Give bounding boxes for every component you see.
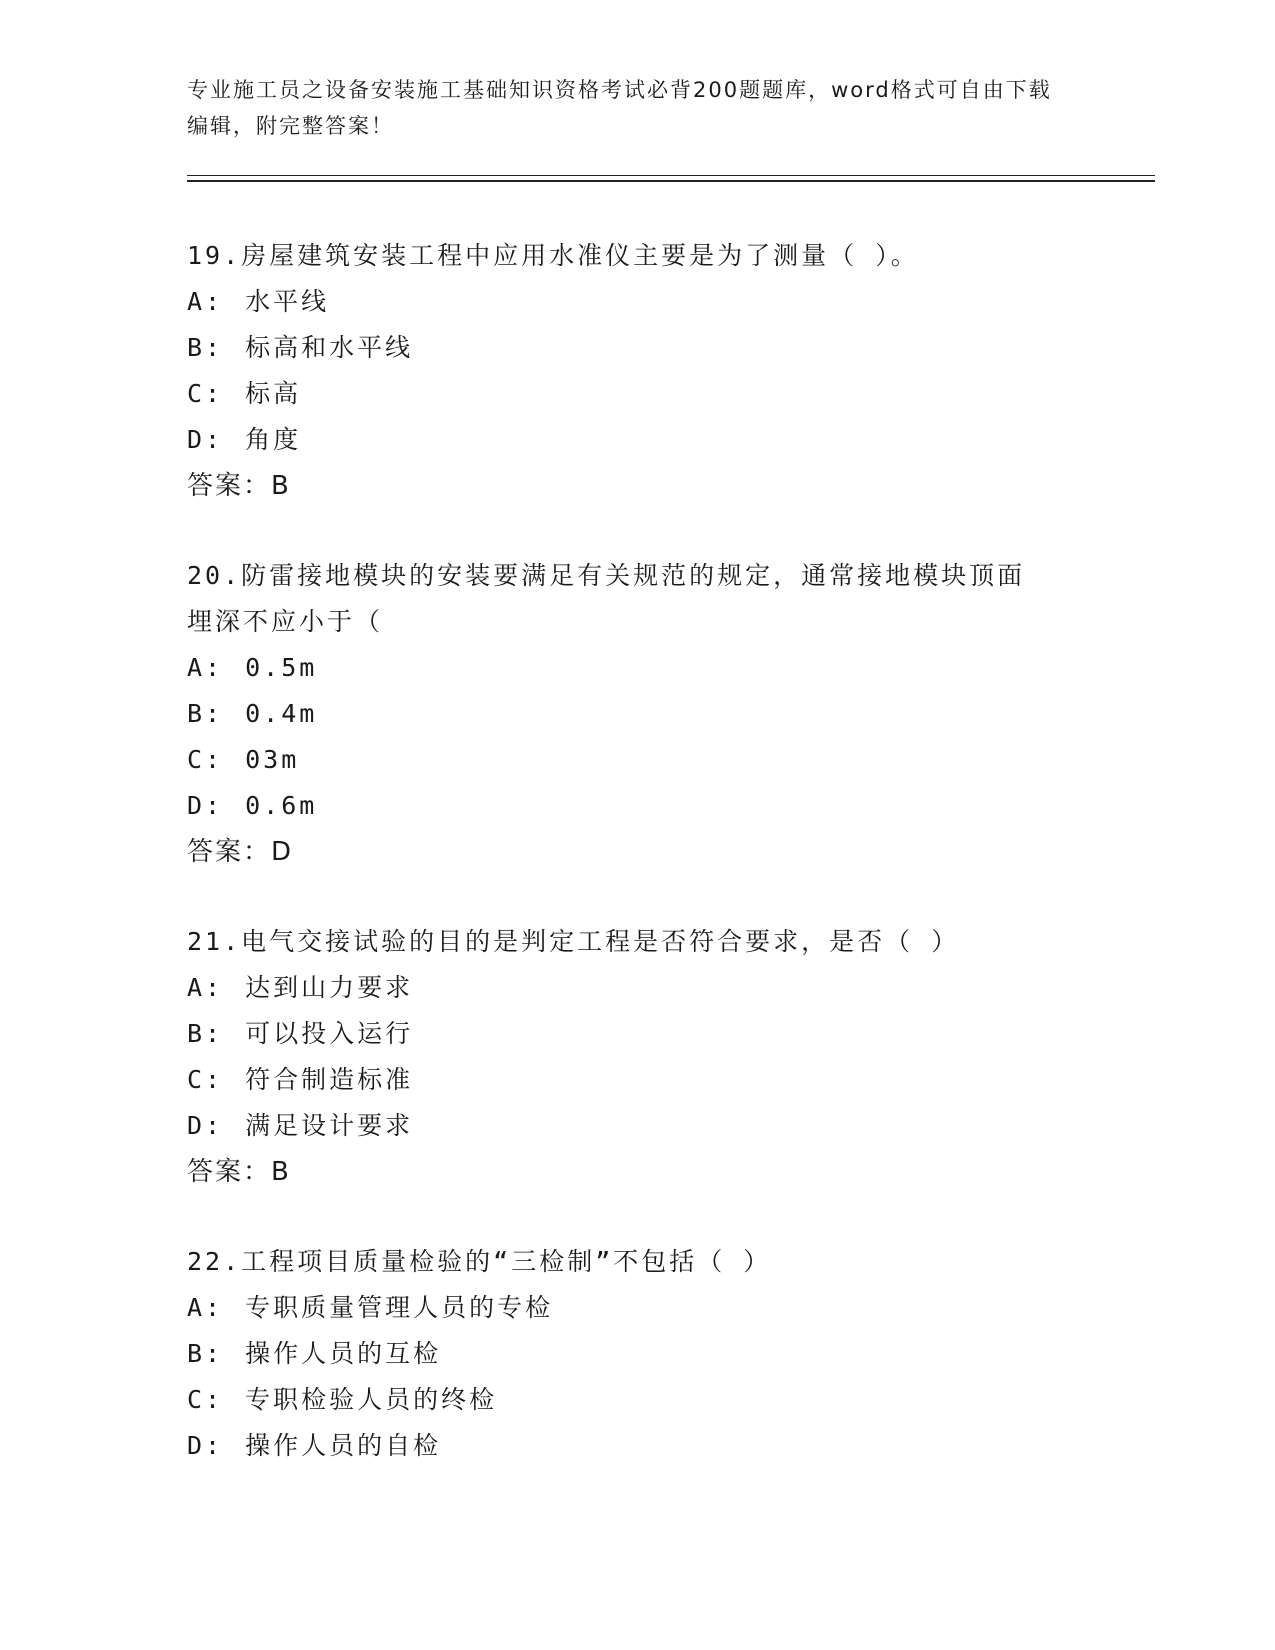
question-22 [187, 1239, 1087, 1469]
option-d [187, 783, 1047, 829]
option-text: 水平线 [245, 287, 330, 316]
option-a [187, 965, 1087, 1011]
option-letter: A: [187, 1293, 224, 1322]
option-c [187, 1377, 1087, 1423]
option-a [187, 1285, 1087, 1331]
option-text: 专职检验人员的终检 [245, 1385, 498, 1414]
answer-line: 答案：D [187, 837, 294, 867]
option-b [187, 1331, 1087, 1377]
option-a [187, 645, 1047, 691]
question-stem: 20.防雷接地模块的安装要满足有关规范的规定，通常接地模块顶面埋深不应小于（ [187, 561, 1026, 636]
question-stem: 19.房屋建筑安装工程中应用水准仪主要是为了测量（ ）。 [187, 241, 919, 270]
header-intro-text: 专业施工员之设备安装施工基础知识资格考试必背200题题库，word格式可自由下载编辑，附完整答案！ [187, 78, 1052, 138]
option-text: 03m [245, 745, 300, 774]
option-text: 操作人员的互检 [245, 1339, 442, 1368]
option-text: 标高 [245, 379, 302, 408]
option-letter: A: [187, 653, 224, 682]
option-c [187, 371, 1087, 417]
option-letter: B: [187, 699, 224, 728]
option-text: 专职质量管理人员的专检 [245, 1293, 554, 1322]
option-letter: C: [187, 1065, 224, 1094]
answer-line: 答案：B [187, 471, 291, 501]
option-letter: D: [187, 1431, 224, 1460]
option-letter: B: [187, 1339, 224, 1368]
option-d [187, 417, 1087, 463]
option-text: 0.6m [245, 791, 318, 820]
option-text: 0.4m [245, 699, 318, 728]
option-letter: A: [187, 287, 224, 316]
option-text: 满足设计要求 [245, 1111, 414, 1140]
option-c [187, 1057, 1087, 1103]
option-text: 角度 [245, 425, 302, 454]
option-letter: B: [187, 333, 224, 362]
option-text: 符合制造标准 [245, 1065, 414, 1094]
option-d [187, 1103, 1087, 1149]
header-divider-bottom [187, 180, 1155, 182]
option-text: 0.5m [245, 653, 318, 682]
option-d [187, 1423, 1087, 1469]
option-letter: C: [187, 379, 224, 408]
option-letter: D: [187, 791, 224, 820]
option-letter: D: [187, 1111, 224, 1140]
option-text: 标高和水平线 [245, 333, 414, 362]
option-a [187, 279, 1087, 325]
answer-line: 答案：B [187, 1157, 291, 1187]
option-letter: C: [187, 1385, 224, 1414]
question-stem: 22.工程项目质量检验的“三检制”不包括（ ） [187, 1247, 772, 1276]
question-20 [187, 553, 1047, 875]
document-header [187, 72, 1067, 144]
option-letter: A: [187, 973, 224, 1002]
option-text: 操作人员的自检 [245, 1431, 442, 1460]
option-letter: C: [187, 745, 224, 774]
question-19 [187, 233, 1087, 509]
question-21 [187, 919, 1087, 1195]
question-stem: 21.电气交接试验的目的是判定工程是否符合要求，是否（ ） [187, 927, 960, 956]
option-letter: B: [187, 1019, 224, 1048]
option-c [187, 737, 1047, 783]
option-b [187, 691, 1047, 737]
option-b [187, 1011, 1087, 1057]
option-text: 达到山力要求 [245, 973, 414, 1002]
option-text: 可以投入运行 [245, 1019, 414, 1048]
option-letter: D: [187, 425, 224, 454]
header-divider-top [187, 175, 1155, 176]
option-b [187, 325, 1087, 371]
